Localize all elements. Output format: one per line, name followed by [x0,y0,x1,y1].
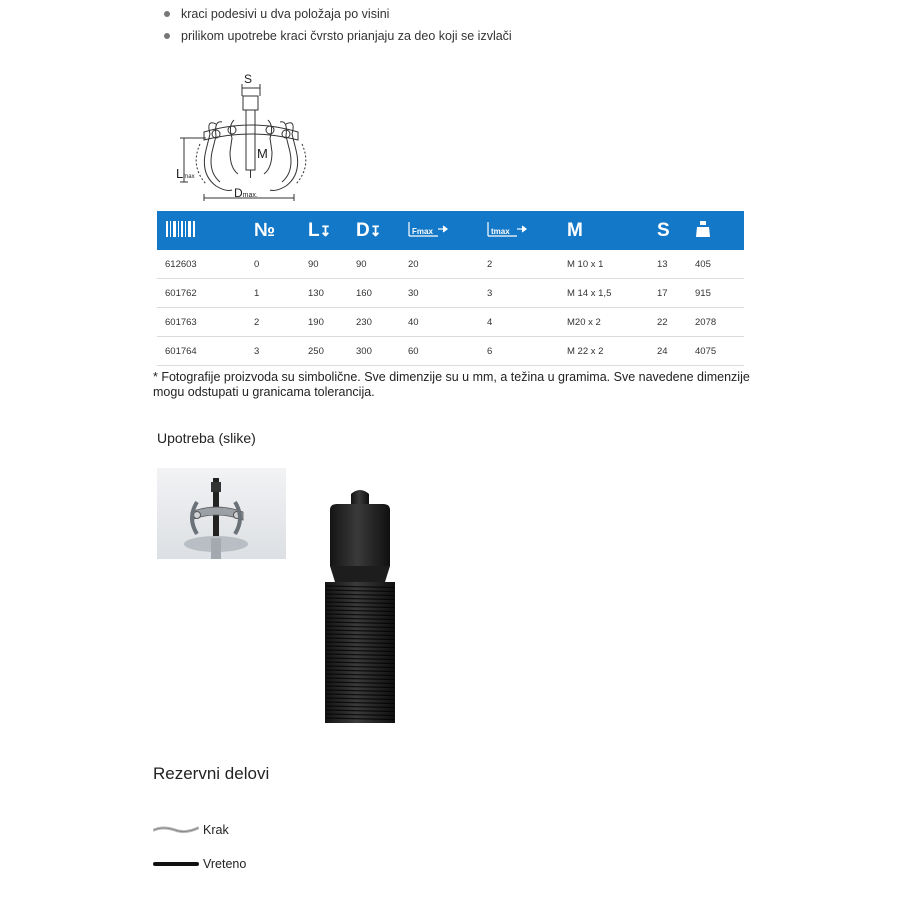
col-article-number [157,211,246,250]
col-diameter [348,211,400,250]
weight-icon [695,220,711,238]
number-sign-icon: № [254,219,276,241]
spindle-photo[interactable] [325,488,395,723]
spare-part-arm[interactable] [153,820,229,840]
table-row: 612603 0 90 90 20 2 M 10 x 1 13 405 [157,250,744,279]
arm-icon [153,824,199,836]
col-length [300,211,348,250]
feature-list [163,4,512,48]
col-wrench-size [649,211,687,250]
spare-part-spindle[interactable] [153,854,246,874]
table-header-row [157,211,744,250]
s-label: S [244,74,253,86]
spare-part-label: Vreteno [203,857,247,871]
thread-m-icon: M [567,219,583,241]
wrench-size-s-icon: S [657,219,670,241]
usage-photo[interactable] [157,468,286,559]
svg-text:Fmax: Fmax [412,227,433,236]
lmax-label: Lmax [176,166,195,181]
usage-heading: Upotreba (slike) [157,430,256,446]
table-row: 601764 3 250 300 60 6 M 22 x 2 24 4075 [157,337,744,366]
stroke-max-icon [487,220,529,238]
table-row: 601762 1 130 160 30 3 M 14 x 1,5 17 915 [157,279,744,308]
dmax-label: Dmax. [234,186,258,200]
spare-part-label: Krak [203,823,229,837]
length-icon: L↧ [308,219,332,241]
col-weight [687,211,744,250]
spindle-icon [153,859,199,869]
spec-table [157,211,744,366]
table-row: 601763 2 190 230 40 4 M20 x 2 22 2078 [157,308,744,337]
m-label: M [257,146,268,161]
col-size-number [246,211,300,250]
svg-text:tmax: tmax [491,227,510,236]
spare-parts-heading: Rezervni delovi [153,764,270,783]
puller-diagram [176,74,316,202]
col-stroke-max [479,211,559,250]
col-force-max [400,211,479,250]
diameter-icon: D↧ [356,219,382,241]
col-thread [559,211,649,250]
barcode-icon [165,220,197,238]
dimensions-note: * Fotografije proizvoda su simbolične. Sve dimenzije su u mm, a težina u gramima. Sve navedene dimenzije mogu odstupati u granicama tolerancija. [153,370,750,399]
feature-item: kraci podesivi u dva položaja po visini [163,4,512,26]
feature-item: prilikom upotrebe kraci čvrsto prianjaju za deo koji se izvlači [163,26,512,48]
force-max-icon [408,220,450,238]
